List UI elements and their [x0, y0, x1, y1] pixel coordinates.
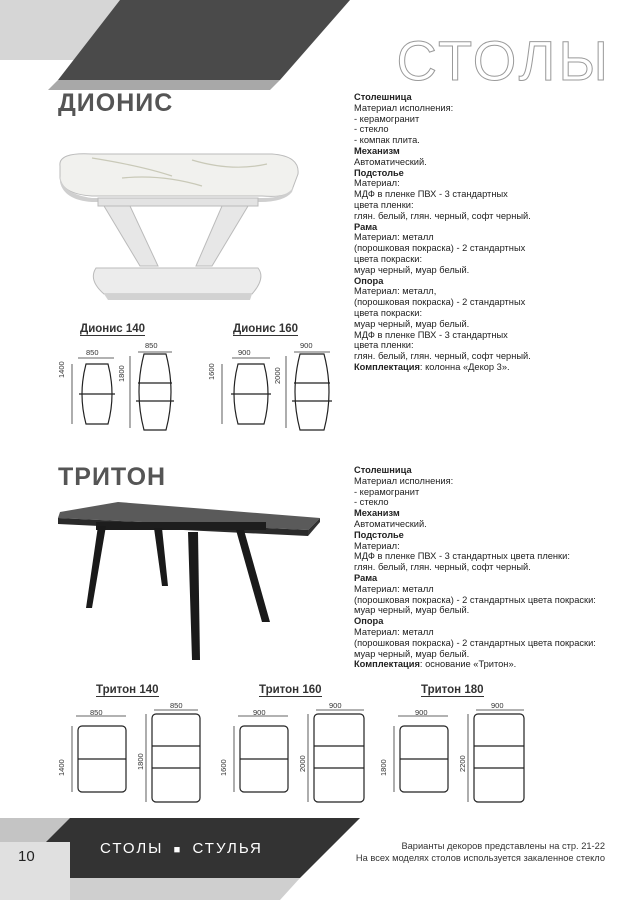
spec-heading: Механизм [354, 145, 400, 156]
size-label-triton-180: Тритон 180 [421, 684, 484, 696]
dim-length: 1800 [379, 759, 388, 776]
dim-width: 900 [415, 708, 428, 717]
spec-line: Автоматический. [354, 518, 427, 529]
dim-width: 850 [86, 348, 99, 357]
spec-line: (порошковая покраска) - 2 стандартных цвета покраски: [354, 637, 596, 648]
spec-heading: Опора [354, 275, 384, 286]
brand-separator: ■ [173, 844, 183, 856]
spec-line: цвета пленки: [354, 340, 414, 351]
spec-heading: Столешница [354, 92, 412, 102]
complect-value: : основание «Тритон». [419, 659, 517, 670]
spec-line: муар черный, муар белый. [354, 605, 470, 616]
spec-line: глян. белый, глян. черный, софт черный. [354, 562, 531, 573]
spec-heading: Подстолье [354, 167, 404, 178]
dim-width: 900 [491, 701, 504, 710]
complect-label: Комплектация [354, 361, 420, 372]
spec-line: Материал исполнения: [354, 102, 454, 113]
triton-table-image [58, 500, 320, 665]
spec-line: МДФ в пленке ПВХ - 3 стандартных [354, 189, 508, 200]
spec-line: - керамогранит [354, 113, 420, 124]
dim-width: 900 [329, 701, 342, 710]
spec-line: Материал: металл [354, 232, 434, 243]
spec-heading: Подстолье [354, 529, 404, 540]
dim-length: 1600 [219, 759, 228, 776]
dionis-specs [354, 92, 531, 373]
footer-brand [100, 840, 263, 857]
spec-line: Автоматический. [354, 156, 427, 167]
dim-width: 900 [238, 348, 251, 357]
triton-specs [354, 465, 596, 670]
spec-line: цвета покраски: [354, 253, 423, 264]
product-title-dionis: ДИОНИС [58, 89, 174, 117]
dim-length: 1400 [57, 759, 66, 776]
dim-length: 1800 [136, 753, 145, 770]
spec-line: Материал исполнения: [354, 475, 454, 486]
spec-line: муар черный, муар белый. [354, 648, 470, 659]
dim-width: 850 [90, 708, 103, 717]
spec-line: - стекло [354, 497, 389, 508]
spec-line: Материал: [354, 540, 400, 551]
page-title: СТОЛЫ [396, 29, 611, 92]
complect-value: : колонна «Декор 3». [419, 361, 510, 372]
dim-length: 1400 [57, 361, 66, 378]
spec-line: (порошковая покраска) - 2 стандартных [354, 243, 526, 254]
spec-heading: Рама [354, 221, 378, 232]
page-number: 10 [18, 848, 35, 865]
spec-line: (порошковая покраска) - 2 стандартных [354, 297, 526, 308]
spec-line: - керамогранит [354, 486, 420, 497]
spec-heading: Рама [354, 572, 378, 583]
spec-line: муар черный, муар белый. [354, 318, 470, 329]
dim-length: 1600 [207, 363, 216, 380]
dionis-140-diagrams [60, 338, 180, 434]
spec-line: МДФ в пленке ПВХ - 3 стандартных цвета пленки: [354, 551, 570, 562]
dim-width: 850 [170, 701, 183, 710]
size-label-triton-160: Тритон 160 [259, 684, 322, 696]
spec-line: глян. белый, глян. черный, софт черный. [354, 351, 531, 362]
size-label-dionis-140: Дионис 140 [80, 323, 146, 335]
size-label-dionis-160: Дионис 160 [233, 323, 299, 335]
spec-line: МДФ в пленке ПВХ - 3 стандартных [354, 329, 508, 340]
product-title-triton: ТРИТОН [58, 463, 167, 491]
dionis-table-image [52, 148, 302, 310]
brand-left: СТОЛЫ [100, 840, 164, 857]
footer-note-2: На всех моделях столов используется закаленное стекло [355, 853, 605, 863]
spec-line: цвета покраски: [354, 307, 423, 318]
spec-line: муар черный, муар белый. [354, 264, 470, 275]
spec-heading: Опора [354, 616, 384, 627]
dim-length: 2000 [298, 755, 307, 772]
spec-line: - стекло [354, 124, 389, 135]
spec-line: цвета пленки: [354, 199, 414, 210]
brand-right: СТУЛЬЯ [192, 840, 263, 857]
spec-line: Материал: металл [354, 626, 434, 637]
spec-line: Материал: металл [354, 583, 434, 594]
spec-heading: Столешница [354, 465, 412, 475]
spec-line: Материал: [354, 178, 400, 189]
spec-line: - компак плита. [354, 135, 420, 146]
dim-width: 900 [300, 341, 313, 350]
spec-line: (порошковая покраска) - 2 стандартных цвета покраски: [354, 594, 596, 605]
spec-line: Материал: металл, [354, 286, 437, 297]
complect-label: Комплектация [354, 659, 420, 670]
dim-width: 900 [253, 708, 266, 717]
size-label-triton-140: Тритон 140 [96, 684, 159, 696]
dim-length: 2200 [458, 755, 467, 772]
dim-length: 2000 [273, 367, 282, 384]
dim-length: 1800 [117, 365, 126, 382]
dionis-160-diagrams [208, 338, 338, 434]
spec-heading: Механизм [354, 508, 400, 519]
footer-note-1: Варианты декоров представлены на стр. 21-22 [401, 841, 605, 851]
triton-size-diagrams [60, 698, 540, 808]
dim-width: 850 [145, 341, 158, 350]
spec-line: глян. белый, глян. черный, софт черный. [354, 210, 531, 221]
